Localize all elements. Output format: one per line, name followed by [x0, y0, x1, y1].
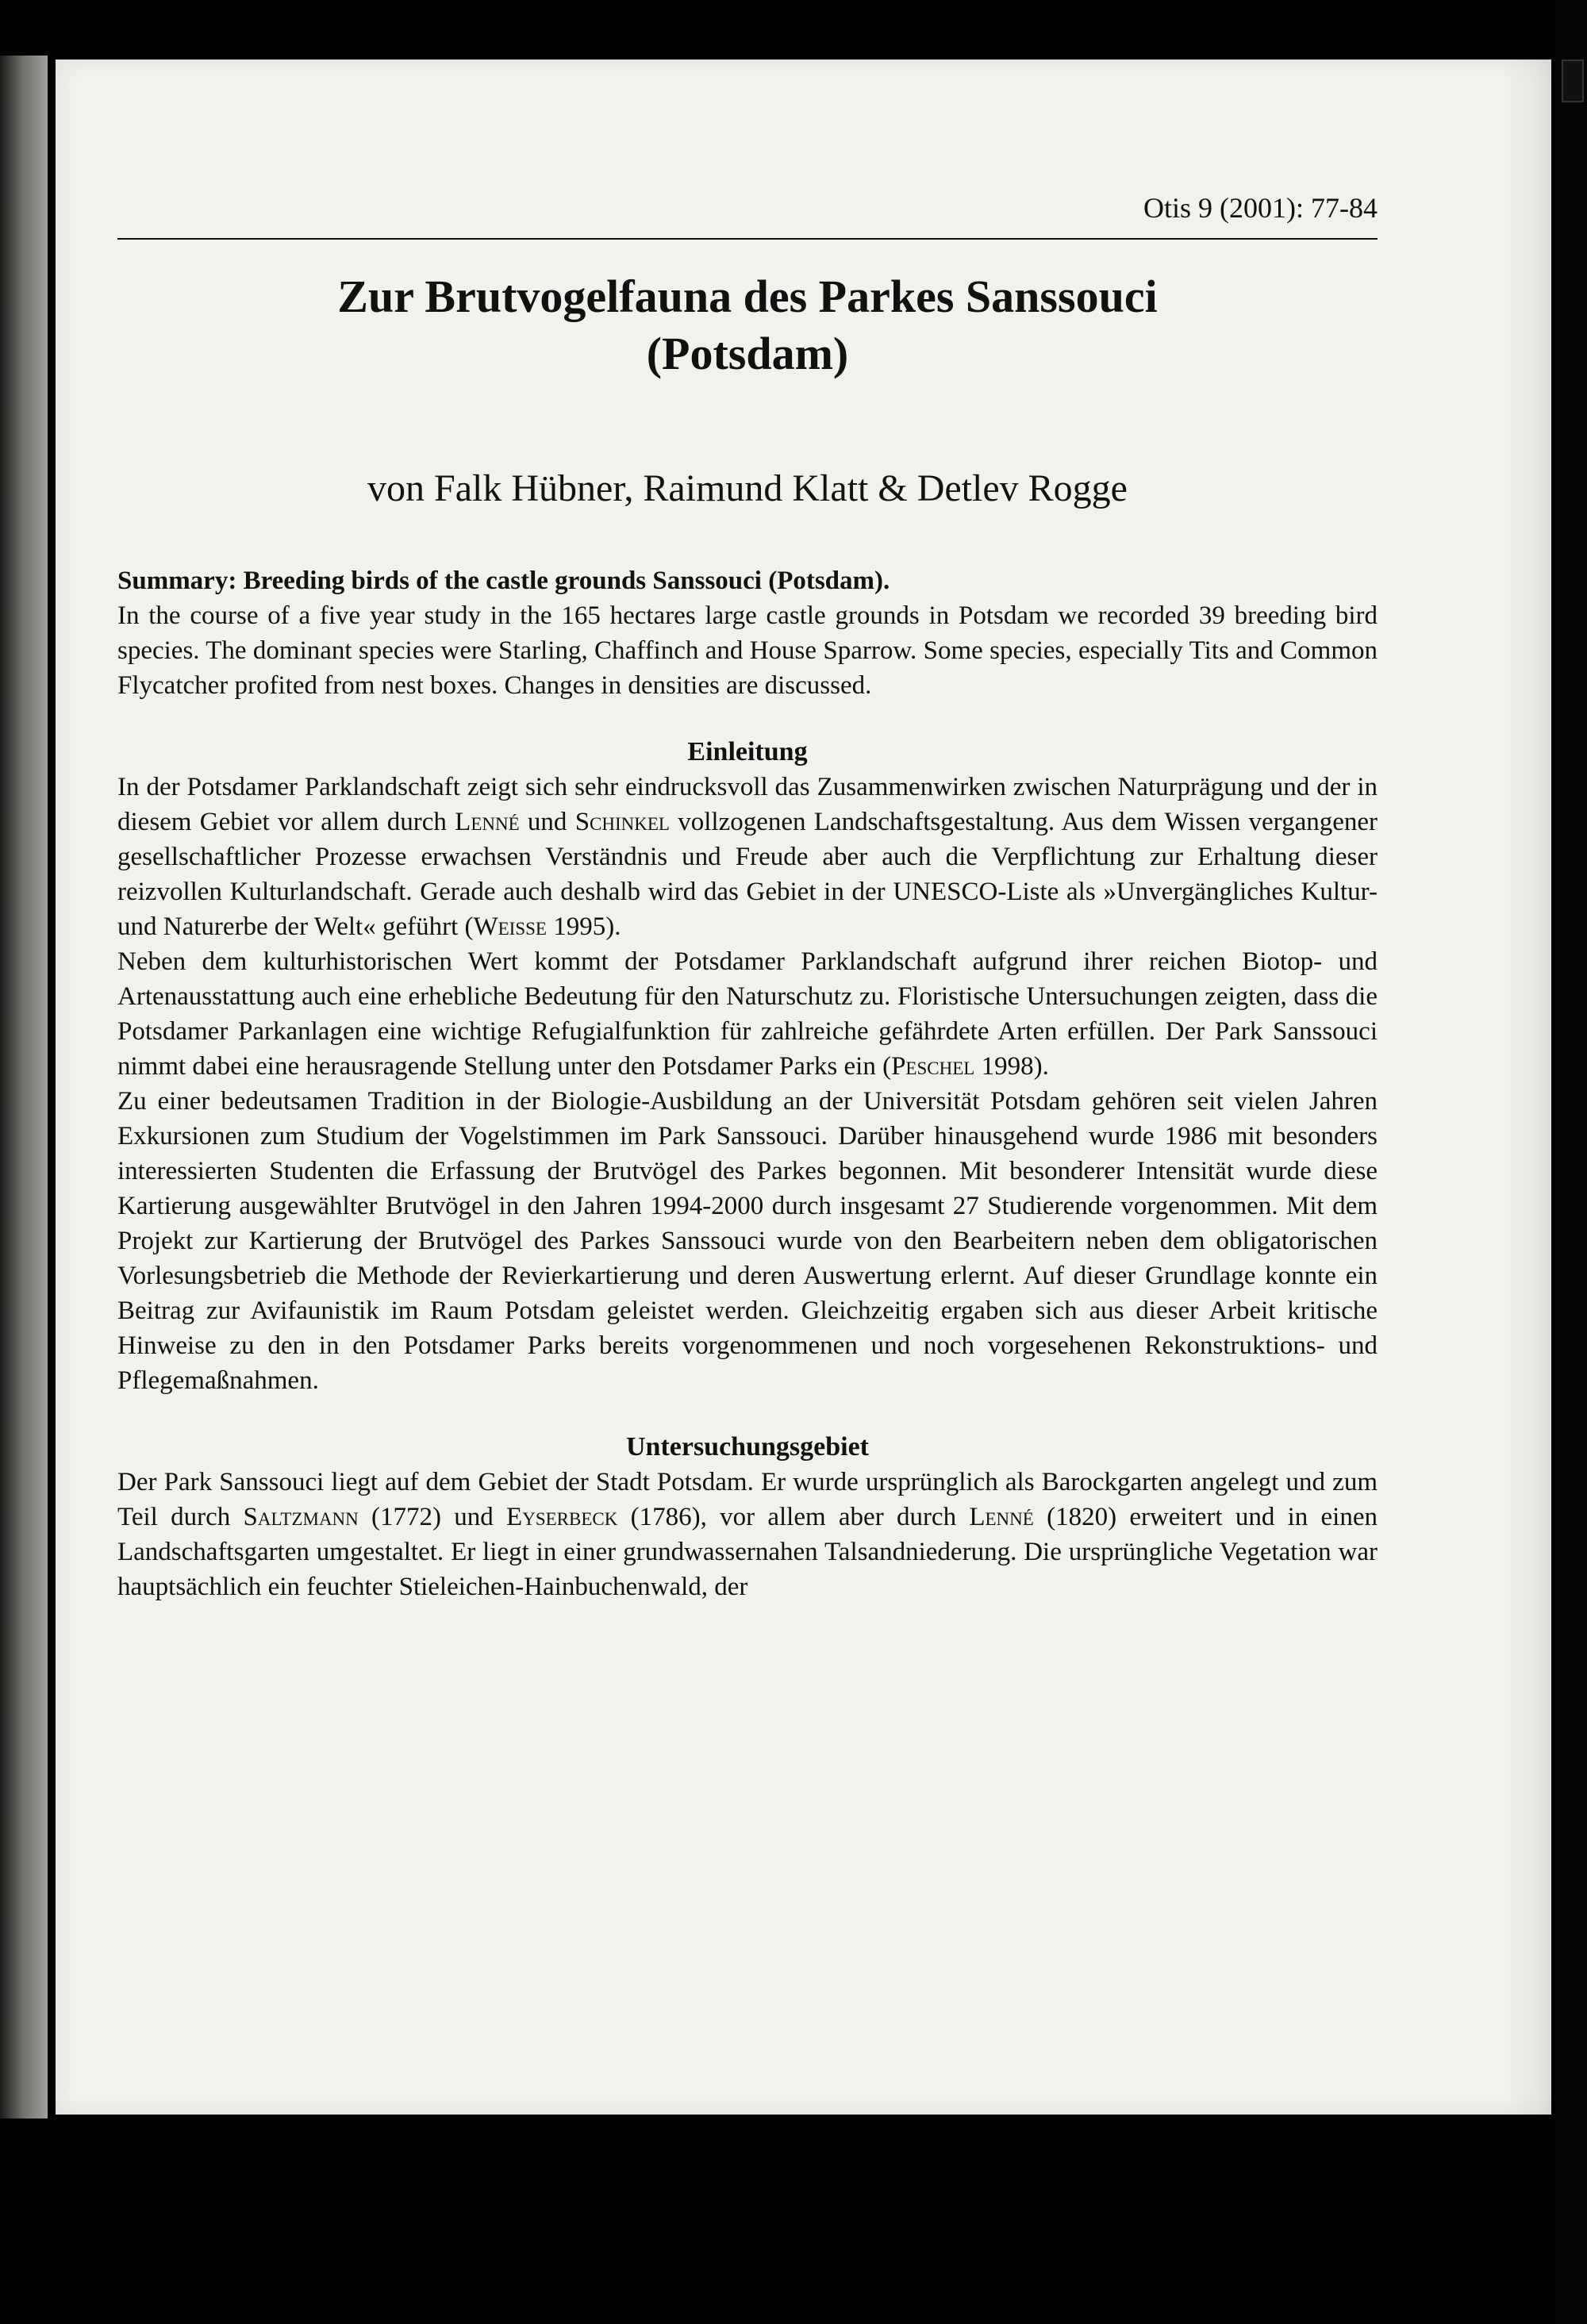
citation-author: Lenné	[455, 808, 520, 836]
section-title-einleitung: Einleitung	[687, 737, 808, 766]
citation-author: Weisse	[473, 912, 547, 941]
summary-text: In the course of a five year study in the 165 hectares large castle grounds in Potsdam we recorded 39 breeding bird species. The dominant species were Starling, Chaffinch and House Sparrow. Some species, especially Tits and Common Flycatcher profited from nest boxes. Changes in densities are discussed.	[117, 601, 1378, 700]
citation-author: Eyserbeck	[506, 1503, 618, 1531]
citation-author: Peschel	[891, 1052, 975, 1081]
title-line-1: Zur Brutvogelfauna des Parkes Sanssouci	[337, 271, 1158, 322]
summary-block	[117, 563, 1378, 703]
paragraph: Zu einer bedeutsamen Tradition in der Biologie-Ausbildung an der Universität Potsdam gehören seit vielen Jahren Exkursionen zum Studium der Vogelstimmen im Park Sanssouci. Darüber hinausgehend wurde 1986 mit besonders interessierten Studenten die Erfassung der Brutvögel des Parkes begonnen. Mit besonderer Intensität wurde diese Kartierung ausgewählter Brutvögel in den Jahren 1994-2000 durch insgesamt 27 Studierende vorgenommen. Mit dem Projekt zur Kartierung der Brutvögel des Parkes Sanssouci wurde von den Bearbeitern neben dem obligatorischen Vorlesungsbetrieb die Methode der Revierkartierung und deren Auswertung erlernt. Auf dieser Grundlage konnte ein Beitrag zur Avifaunistik im Raum Potsdam geleistet werden. Gleichzeitig ergaben sich aus dieser Arbeit kritische Hinweise zu den in den Potsdamer Parks bereits vorgenommenen und noch vorgesehenen Rekonstruktions- und Pflegemaßnahmen.	[117, 1087, 1378, 1395]
scanner-frame	[1555, 0, 1587, 2324]
citation-author: Saltzmann	[243, 1503, 359, 1531]
page-content	[117, 190, 1378, 1604]
frame-notch	[1562, 60, 1584, 102]
running-head: Otis 9 (2001): 77-84	[117, 190, 1378, 240]
paragraph: In der Potsdamer Parklandschaft zeigt sich sehr eindrucksvoll das Zusammenwirken zwischen Naturprägung und der in diesem Gebiet vor allem durch Lenné und Schinkel vollzogenen Landschaftsgestaltung. Aus dem Wissen vergangener gesellschaftlicher Prozesse erwachsen Verständnis und Freude aber auch die Verpflichtung zur Erhaltung dieser reizvollen Kulturlandschaft. Gerade auch deshalb wird das Gebiet in der UNESCO-Liste als »Unvergängliches Kultur- und Naturerbe der Welt« geführt (Weisse 1995).	[117, 773, 1378, 941]
citation-author: Lenné	[969, 1503, 1034, 1531]
section-title-untersuchungsgebiet: Untersuchungsgebiet	[625, 1432, 870, 1462]
paragraph: Der Park Sanssouci liegt auf dem Gebiet der Stadt Potsdam. Er wurde ursprünglich als Barockgarten angelegt und zum Teil durch Saltzmann (1772) und Eyserbeck (1786), vor allem aber durch Lenné (1820) erweitert und in einen Landschaftsgarten umgestaltet. Er liegt in einer grundwassernahen Talsandniederung. Die ursprüngliche Vegetation war hauptsächlich ein feuchter Stieleichen-Hainbuchenwald, der	[117, 1468, 1378, 1601]
paragraph: Neben dem kulturhistorischen Wert kommt der Potsdamer Parklandschaft aufgrund ihrer reichen Biotop- und Artenausstattung auch eine erhebliche Bedeutung für den Naturschutz zu. Floristische Untersuchungen zeigten, dass die Potsdamer Parkanlagen eine wichtige Refugialfunktion für zahlreiche gefährdete Arten erfüllen. Der Park Sanssouci nimmt dabei eine herausragende Stellung unter den Potsdamer Parks ein (Peschel 1998).	[117, 947, 1378, 1081]
title-line-2: (Potsdam)	[646, 328, 849, 379]
authors-line: von Falk Hübner, Raimund Klatt & Detlev Rogge	[367, 467, 1128, 509]
article-title	[117, 268, 1378, 382]
paper-page	[56, 60, 1551, 2115]
facing-page-edge	[0, 56, 48, 2118]
summary-heading: Summary: Breeding birds of the castle grounds Sanssouci (Potsdam).	[117, 567, 890, 595]
citation-author: Schinkel	[574, 808, 670, 836]
